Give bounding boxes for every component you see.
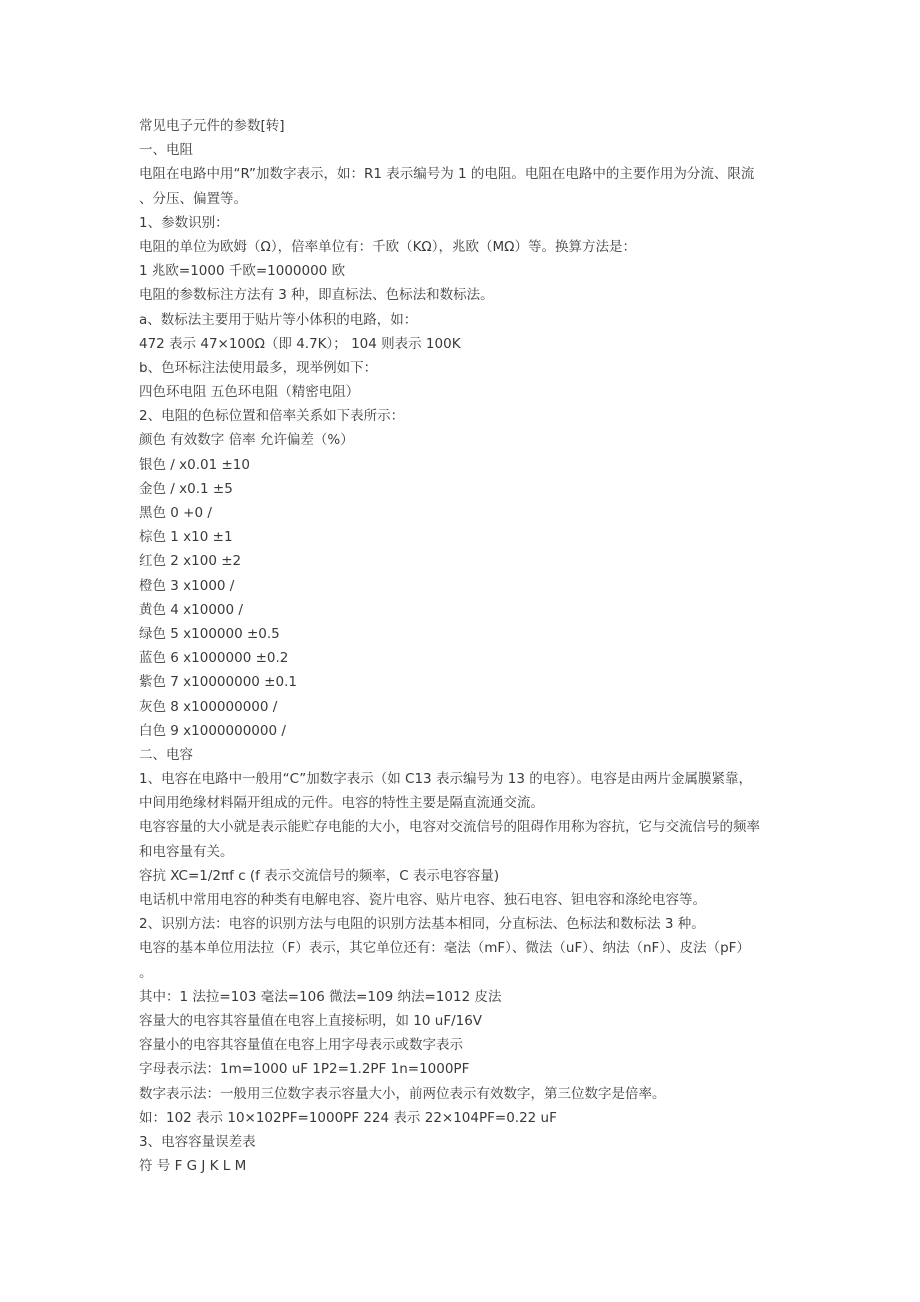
text-line: 黑色 0 +0 / <box>139 505 212 521</box>
text-line: 四色环电阻 五色环电阻（精密电阻） <box>139 384 360 401</box>
text-line: 容量大的电容其容量值在电容上直接标明，如 10 uF/16V <box>139 1012 483 1029</box>
text-line: 、分压、偏置等。 <box>139 190 247 207</box>
text-line: 2、识别方法：电容的识别方法与电阻的识别方法基本相同，分直标法、色标法和数标法 3 种。 <box>139 916 705 933</box>
text-line: 电阻的参数标注方法有 3 种，即直标法、色标法和数标法。 <box>139 287 494 304</box>
text-line: 2、电阻的色标位置和倍率关系如下表所示： <box>139 408 405 425</box>
text-line: 如：102 表示 10×102PF=1000PF 224 表示 22×104PF=0.22 uF <box>139 1109 557 1126</box>
text-line: 棕色 1 x10 ±1 <box>139 529 233 546</box>
text-line: 1、参数识别： <box>139 214 229 231</box>
text-line: b、色环标注法使用最多，现举例如下： <box>139 359 378 376</box>
text-line: 灰色 8 x100000000 / <box>139 698 278 715</box>
text-line: 一、电阻 <box>139 142 193 159</box>
text-line: 中间用绝缘材料隔开组成的元件。电容的特性主要是隔直流通交流。 <box>139 795 544 812</box>
text-line: 。 <box>139 964 153 981</box>
text-line: 符 号 F G J K L M <box>139 1158 247 1175</box>
text-line: 二、电容 <box>139 746 193 763</box>
text-line: 黄色 4 x10000 / <box>139 601 243 618</box>
text-line: 3、电容容量误差表 <box>139 1133 256 1150</box>
text-line: 金色 / x0.1 ±5 <box>139 480 233 497</box>
text-line: 电话机中常用电容的种类有电解电容、瓷片电容、贴片电容、独石电容、钽电容和涤纶电容等。 <box>139 892 706 908</box>
document-body <box>139 114 799 1178</box>
text-line: 橙色 3 x1000 / <box>139 577 235 594</box>
text-line: 银色 / x0.01 ±10 <box>139 456 250 473</box>
text-line: 电容的基本单位用法拉（F）表示，其它单位还有：毫法（mF）、微法（uF）、纳法（nF）、皮法（pF） <box>139 940 750 957</box>
text-line: 容量小的电容其容量值在电容上用字母表示或数字表示 <box>139 1037 463 1054</box>
text-line: 电阻的单位为欧姆（Ω），倍率单位有：千欧（KΩ），兆欧（MΩ）等。换算方法是： <box>139 238 636 255</box>
text-line: 472 表示 47×100Ω（即 4.7K）； 104 则表示 100K <box>139 335 461 352</box>
text-line: 1 兆欧=1000 千欧=1000000 欧 <box>139 263 346 280</box>
text-line: 颜色 有效数字 倍率 允许偏差（%） <box>139 432 354 449</box>
text-line: 1、电容在电路中一般用“C”加数字表示（如 C13 表示编号为 13 的电容）。电容是由两片金属膜紧靠， <box>139 771 752 788</box>
text-line: 其中：1 法拉=103 毫法=106 微法=109 纳法=1012 皮法 <box>139 988 502 1005</box>
text-line: 白色 9 x1000000000 / <box>139 722 286 739</box>
text-line: 数字表示法：一般用三位数字表示容量大小，前两位表示有效数字，第三位数字是倍率。 <box>139 1085 666 1102</box>
text-line: 字母表示法：1m=1000 uF 1P2=1.2PF 1n=1000PF <box>139 1061 470 1078</box>
text-line: a、数标法主要用于贴片等小体积的电路，如： <box>139 311 418 328</box>
text-line: 红色 2 x100 ±2 <box>139 553 242 570</box>
text-line: 蓝色 6 x1000000 ±0.2 <box>139 650 289 667</box>
document-title: 常见电子元件的参数[转] <box>139 118 285 134</box>
text-line: 电阻在电路中用“R”加数字表示，如：R1 表示编号为 1 的电阻。电阻在电路中的主要作用为分流、限流 <box>139 166 755 183</box>
text-line: 绿色 5 x100000 ±0.5 <box>139 625 280 642</box>
text-line: 容抗 XC=1/2πf c (f 表示交流信号的频率，C 表示电容容量) <box>139 867 500 884</box>
text-line: 和电容量有关。 <box>139 843 234 860</box>
text-line: 紫色 7 x10000000 ±0.1 <box>139 674 297 691</box>
text-line: 电容容量的大小就是表示能贮存电能的大小，电容对交流信号的阻碍作用称为容抗，它与交流信号的频率 <box>139 819 760 836</box>
